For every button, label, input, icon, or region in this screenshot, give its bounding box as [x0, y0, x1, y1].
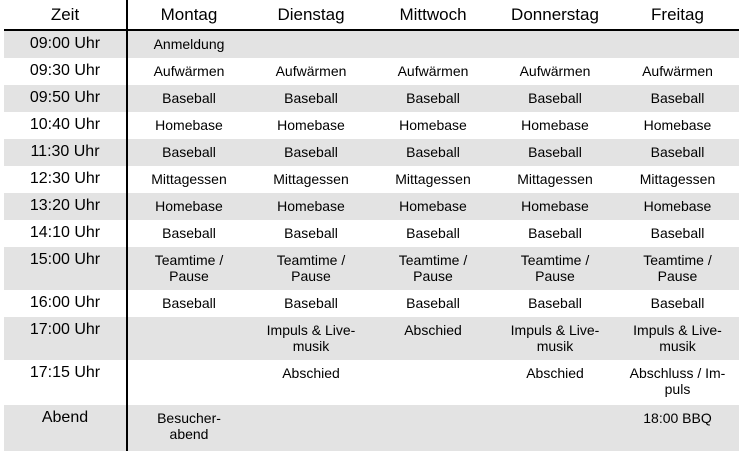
activity-label: Mittagessen [517, 171, 593, 187]
activity-cell [128, 166, 250, 193]
activity-cell [250, 193, 372, 220]
activity-cell [372, 31, 494, 58]
table-row [4, 58, 739, 85]
table-row [4, 112, 739, 139]
activity-cell [372, 360, 494, 405]
activity-label: Mittagessen [395, 171, 471, 187]
activity-cell [250, 31, 372, 58]
activity-cell [128, 112, 250, 139]
activity-cell [372, 247, 494, 290]
activity-label: Baseball [284, 295, 338, 311]
activity-label: Baseball [406, 225, 460, 241]
header-day: Montag [160, 5, 218, 24]
activity-label: Homebase [277, 198, 345, 214]
activity-label: Mittagessen [639, 171, 716, 187]
activity-label: Abschied [526, 365, 584, 381]
time-cell: 14:10 Uhr [29, 224, 101, 241]
activity-label: Homebase [521, 117, 589, 133]
activity-cell [250, 405, 372, 451]
activity-cell [128, 139, 250, 166]
activity-label: Teamtime / Pause [276, 252, 346, 284]
activity-cell [494, 405, 616, 451]
table-row [4, 139, 739, 166]
activity-label: Teamtime / Pause [643, 252, 712, 284]
activity-label: Aufwärmen [275, 63, 347, 79]
activity-cell [616, 139, 739, 166]
time-cell: 17:15 Uhr [29, 364, 101, 381]
activity-cell [372, 112, 494, 139]
activity-label: Baseball [406, 144, 460, 160]
activity-label: Homebase [155, 198, 223, 214]
activity-label: Abschluss / Im- puls [629, 365, 726, 397]
activity-cell [494, 31, 616, 58]
activity-label: Aufwärmen [397, 63, 469, 79]
activity-label: Baseball [650, 295, 705, 311]
activity-label: Baseball [406, 90, 460, 106]
time-cell: 11:30 Uhr [30, 143, 100, 160]
time-cell: 15:00 Uhr [29, 251, 101, 268]
activity-cell [494, 166, 616, 193]
activity-label: Baseball [528, 144, 582, 160]
activity-label: Baseball [650, 225, 705, 241]
table-row [4, 290, 739, 317]
activity-label: Impuls & Live- musik [266, 322, 356, 354]
activity-label: Aufwärmen [642, 63, 713, 79]
activity-cell [494, 247, 616, 290]
table-row [4, 193, 739, 220]
activity-cell [494, 58, 616, 85]
activity-cell [250, 290, 372, 317]
activity-label: Baseball [162, 295, 216, 311]
table-row [4, 317, 739, 360]
time-cell: 13:20 Uhr [29, 197, 101, 214]
activity-cell [494, 139, 616, 166]
activity-cell [616, 58, 739, 85]
activity-cell [372, 193, 494, 220]
activity-cell [128, 193, 250, 220]
activity-cell [128, 85, 250, 112]
activity-cell [372, 220, 494, 247]
activity-cell [250, 360, 372, 405]
activity-label: Baseball [650, 90, 705, 106]
activity-cell [616, 193, 739, 220]
table-row [4, 405, 739, 451]
activity-cell [250, 247, 372, 290]
activity-cell [372, 290, 494, 317]
activity-cell [250, 220, 372, 247]
activity-cell [372, 85, 494, 112]
header-day: Donnerstag [511, 5, 599, 24]
activity-label: Besucher- abend [157, 410, 221, 442]
activity-label: Mittagessen [151, 171, 227, 187]
time-cell: 09:00 Uhr [29, 35, 101, 52]
activity-cell [494, 317, 616, 360]
activity-cell [616, 31, 739, 58]
activity-label: Homebase [399, 117, 467, 133]
activity-cell [128, 220, 250, 247]
activity-cell [250, 58, 372, 85]
table-row [4, 166, 739, 193]
activity-label: Impuls & Live- musik [633, 322, 722, 354]
activity-cell [616, 85, 739, 112]
activity-cell [250, 317, 372, 360]
activity-cell [128, 247, 250, 290]
activity-label: Teamtime / Pause [398, 252, 468, 284]
activity-cell [616, 405, 739, 451]
activity-cell [372, 405, 494, 451]
activity-label: Anmeldung [153, 36, 225, 52]
activity-label: Baseball [406, 295, 460, 311]
activity-label: Aufwärmen [519, 63, 591, 79]
activity-cell [494, 220, 616, 247]
activity-label: Homebase [277, 117, 345, 133]
activity-cell [250, 85, 372, 112]
activity-label: Baseball [162, 225, 216, 241]
time-cell: 16:00 Uhr [29, 294, 101, 311]
time-cell: 09:30 Uhr [29, 62, 101, 79]
activity-label: Teamtime / Pause [520, 252, 590, 284]
activity-label: Baseball [528, 225, 582, 241]
activity-label: Baseball [528, 295, 582, 311]
activity-cell [616, 317, 739, 360]
table-row [4, 31, 739, 58]
header-day: Freitag [651, 5, 704, 24]
activity-cell [494, 112, 616, 139]
time-cell: Abend [41, 409, 89, 426]
table-row [4, 247, 739, 290]
activity-label: Homebase [155, 117, 223, 133]
activity-label: Baseball [162, 144, 216, 160]
activity-cell [128, 31, 250, 58]
activity-cell [250, 166, 372, 193]
activity-label: Baseball [284, 225, 338, 241]
header-day: Mittwoch [399, 5, 467, 24]
activity-label: Abschied [282, 365, 340, 381]
table-row [4, 360, 739, 405]
time-cell: 10:40 Uhr [29, 116, 101, 133]
activity-cell [372, 58, 494, 85]
header-divider [4, 29, 739, 31]
time-cell: 12:30 Uhr [29, 170, 101, 187]
activity-cell [616, 247, 739, 290]
time-column-divider [126, 0, 128, 451]
activity-label: Homebase [643, 198, 712, 214]
activity-cell [494, 360, 616, 405]
activity-cell [128, 405, 250, 451]
activity-label: Impuls & Live- musik [510, 322, 600, 354]
activity-cell [494, 193, 616, 220]
activity-cell [372, 317, 494, 360]
activity-label: Baseball [528, 90, 582, 106]
activity-cell [128, 58, 250, 85]
activity-label: Abschied [404, 322, 462, 338]
header-day: Dienstag [277, 5, 345, 24]
activity-cell [616, 166, 739, 193]
activity-label: Aufwärmen [153, 63, 225, 79]
activity-cell [128, 360, 250, 405]
activity-label: Mittagessen [273, 171, 349, 187]
activity-cell [494, 85, 616, 112]
table-row [4, 220, 739, 247]
time-cell: 09:50 Uhr [29, 89, 101, 106]
activity-label: Teamtime / Pause [154, 252, 224, 284]
header-time: Zeit [50, 5, 80, 24]
activity-cell [250, 112, 372, 139]
activity-cell [616, 360, 739, 405]
activity-label: Homebase [521, 198, 589, 214]
activity-label: 18:00 BBQ [643, 410, 712, 426]
activity-cell [616, 290, 739, 317]
activity-label: Homebase [643, 117, 712, 133]
activity-cell [250, 139, 372, 166]
activity-cell [128, 317, 250, 360]
activity-cell [494, 290, 616, 317]
activity-cell [372, 166, 494, 193]
activity-cell [616, 112, 739, 139]
activity-cell [372, 139, 494, 166]
activity-label: Homebase [399, 198, 467, 214]
time-cell: 17:00 Uhr [29, 321, 101, 338]
activity-cell [128, 290, 250, 317]
activity-label: Baseball [284, 90, 338, 106]
activity-label: Baseball [650, 144, 705, 160]
table-row [4, 85, 739, 112]
activity-cell [616, 220, 739, 247]
activity-label: Baseball [284, 144, 338, 160]
activity-label: Baseball [162, 90, 216, 106]
